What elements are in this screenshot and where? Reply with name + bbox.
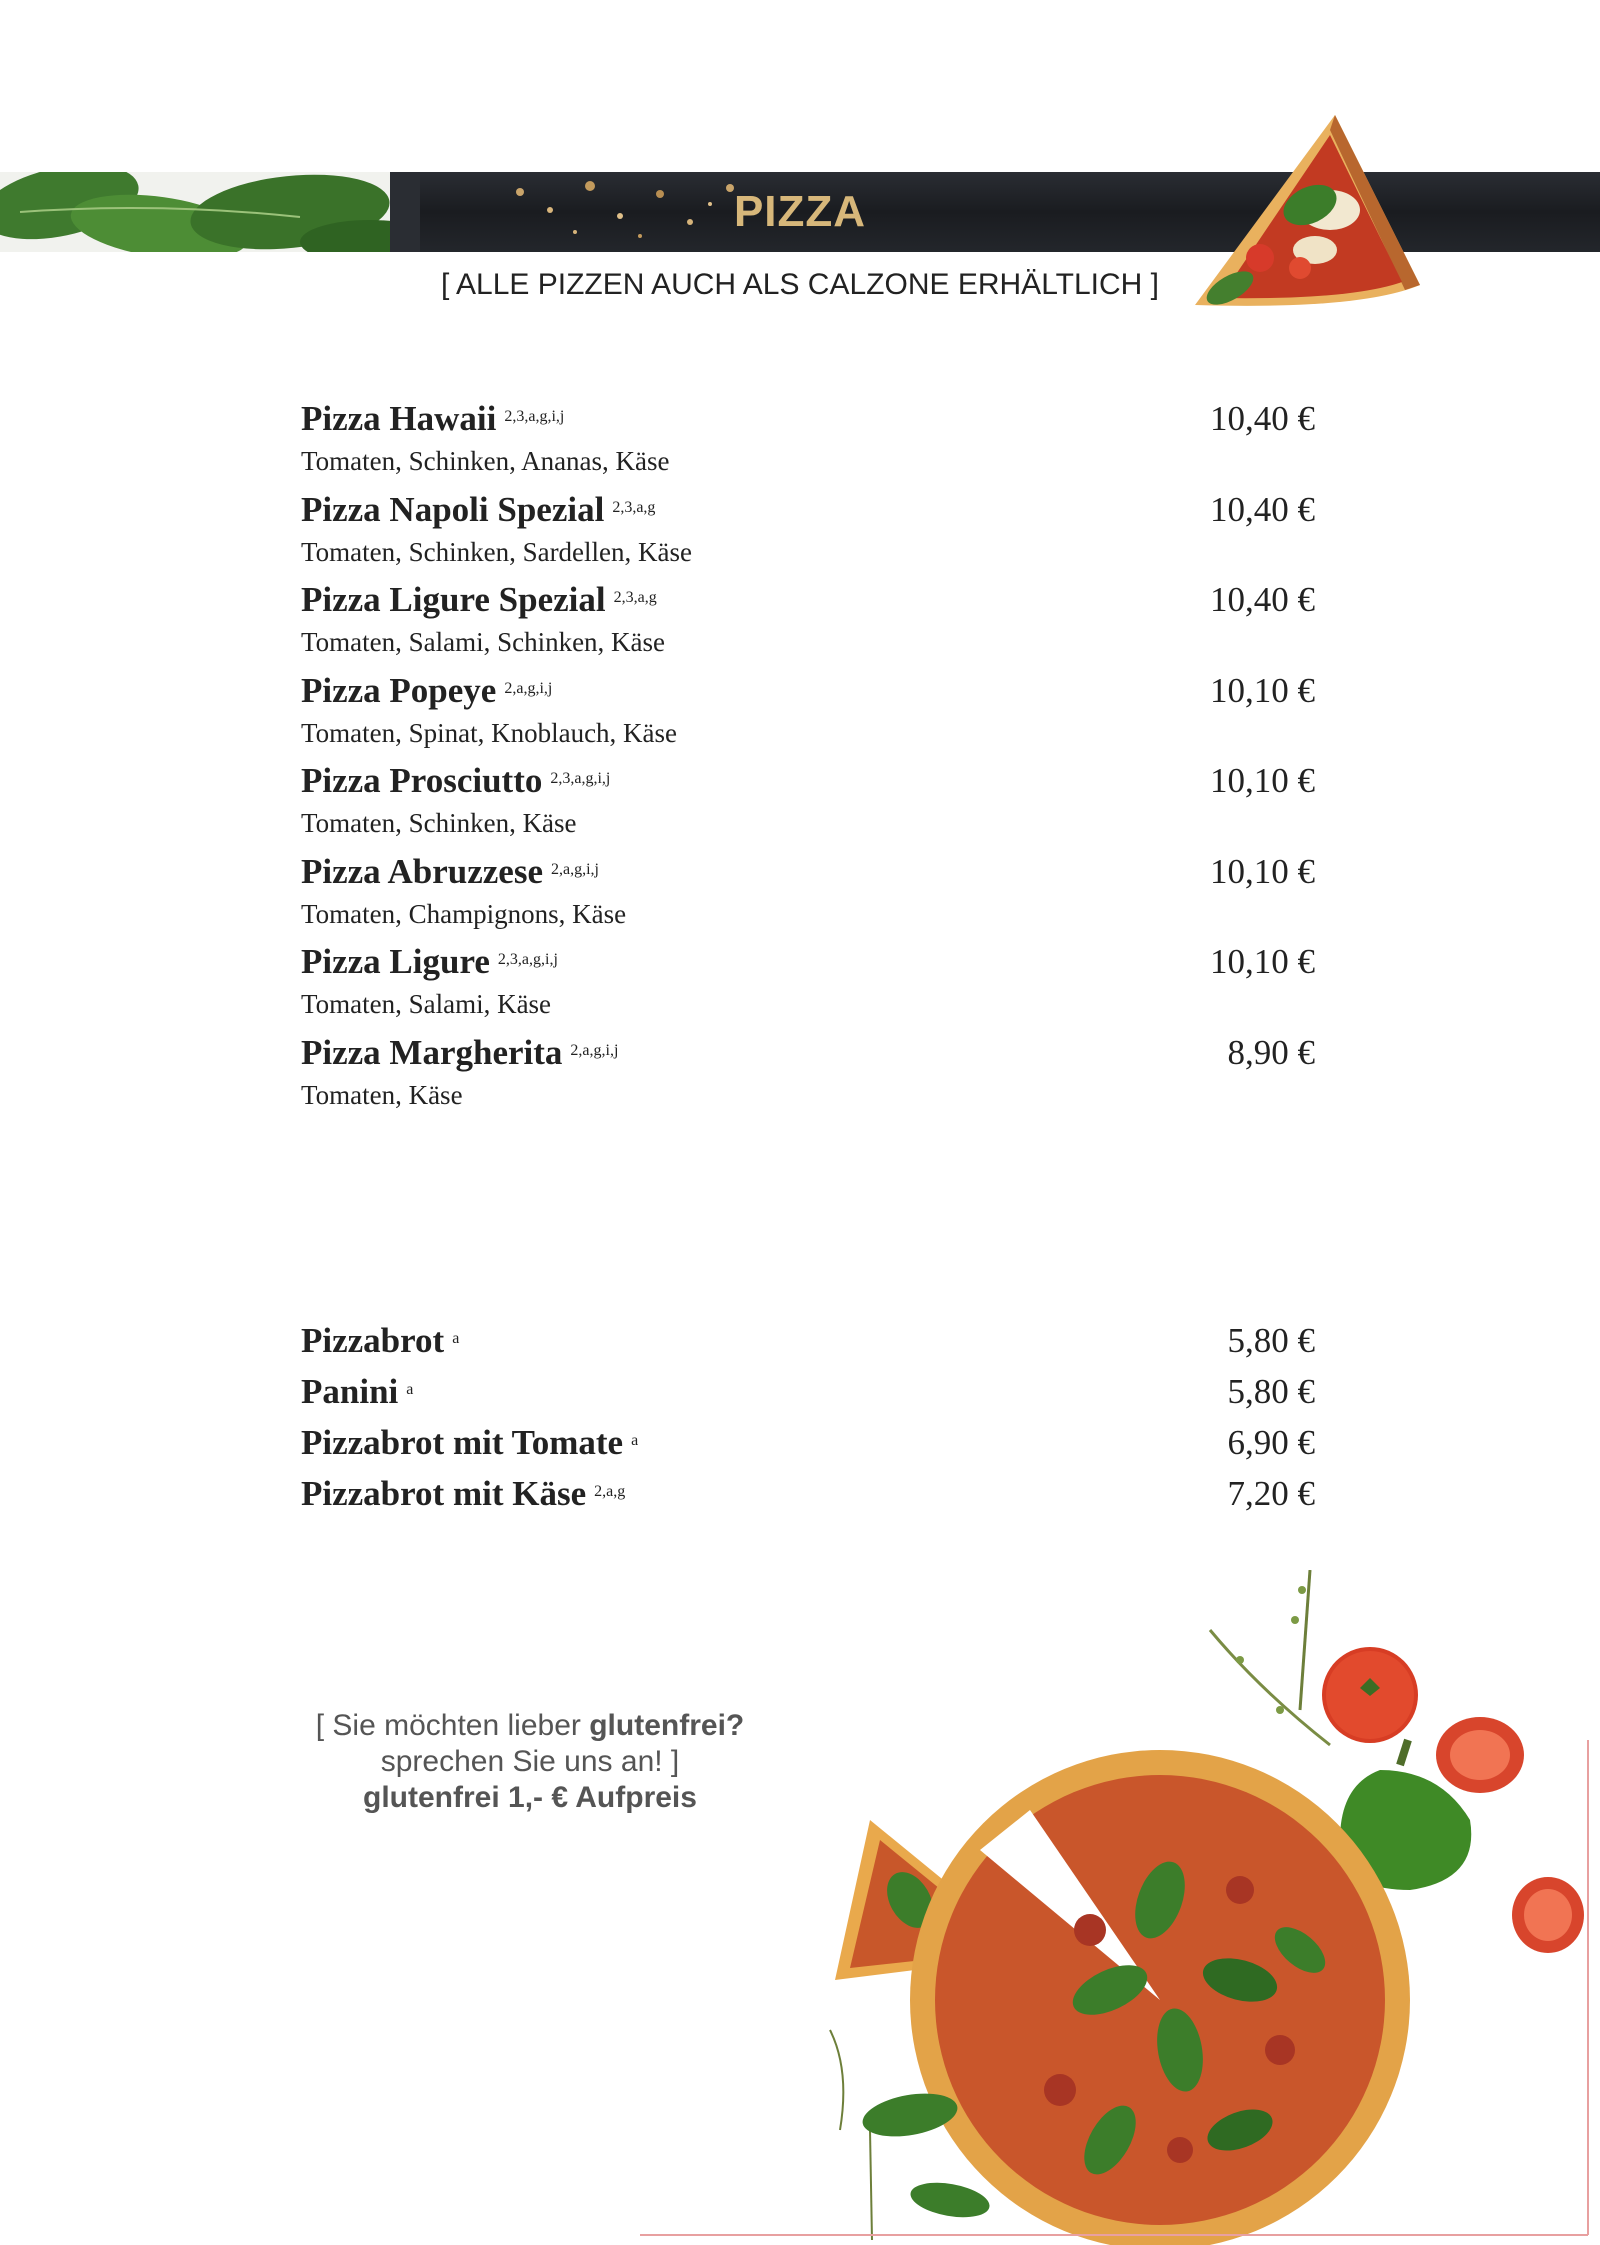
menu-item — [301, 489, 1315, 580]
allergen-codes: 2,3,a,g,i,j — [497, 951, 558, 968]
item-price: 6,90 € — [1227, 1423, 1315, 1462]
menu-item — [301, 579, 1315, 670]
allergen-codes: 2,a,g,i,j — [504, 679, 553, 697]
allergen-codes: 2,3,a,g — [612, 498, 656, 516]
item-description: Tomaten, Champignons, Käse — [301, 898, 627, 929]
item-name: Panini $^a$ — [301, 1372, 414, 1411]
item-description: Tomaten, Schinken, Sardellen, Käse — [301, 536, 692, 567]
note-line-1: [ Sie möchten lieber glutenfrei? — [315, 1709, 745, 1742]
item-description: Tomaten, Salami, Käse — [301, 989, 552, 1019]
item-name: Pizzabrot $^a$ — [301, 1321, 460, 1360]
item-price: 10,40 € — [1210, 399, 1315, 438]
item-name: Pizzabrot mit Käse $^{2,a,g}$ — [301, 1474, 626, 1513]
item-name: Pizza Margherita $^{2,a,g,i,j}$ — [301, 1032, 619, 1072]
menu-item — [301, 1032, 1315, 1123]
item-price: 10,10 € — [1210, 851, 1315, 891]
item-description: Tomaten, Salami, Schinken, Käse — [301, 627, 666, 657]
item-price: 10,10 € — [1210, 670, 1315, 710]
menu-item — [301, 941, 1315, 1032]
item-price: 5,80 € — [1227, 1372, 1315, 1411]
allergen-codes: a — [631, 1432, 639, 1449]
pizza-image — [640, 1570, 1600, 2245]
allergen-codes: 2,a,g,i,j — [551, 860, 599, 878]
item-name: Pizza Ligure $^{2,3,a,g,i,j}$ — [301, 942, 558, 981]
note-line-3: glutenfrei 1,- € Aufpreis — [363, 1781, 697, 1814]
item-price: 8,90 € — [1227, 1032, 1315, 1072]
item-name: Pizza Prosciutto $^{2,3,a,g,i,j}$ — [301, 761, 611, 800]
item-name: Pizza Napoli Spezial $^{2,3,a,g}$ — [301, 489, 656, 529]
item-price: 10,10 € — [1210, 942, 1315, 981]
section-title: PIZZA — [733, 187, 867, 236]
item-description: Tomaten, Spinat, Knoblauch, Käse — [301, 717, 678, 748]
menu-item — [301, 1320, 1315, 1371]
item-price: 10,40 € — [1210, 489, 1315, 529]
allergen-codes: a — [406, 1381, 414, 1398]
item-description: Tomaten, Schinken, Ananas, Käse — [301, 446, 670, 476]
item-price: 10,10 € — [1210, 761, 1315, 800]
menu-item — [301, 398, 1315, 489]
item-name: Pizzabrot mit Tomate $^a$ — [301, 1423, 639, 1462]
allergen-codes: 2,3,a,g,i,j — [504, 408, 565, 425]
item-price: 7,20 € — [1227, 1474, 1315, 1513]
item-name: Pizza Hawaii $^{2,3,a,g,i,j}$ — [301, 399, 565, 438]
item-name: Pizza Popeye $^{2,a,g,i,j}$ — [301, 670, 553, 710]
pizza-menu-list — [301, 398, 1315, 1122]
item-price: 5,80 € — [1227, 1321, 1315, 1360]
menu-item — [301, 1371, 1315, 1422]
allergen-codes: 2,3,a,g,i,j — [550, 770, 611, 787]
allergen-codes: 2,3,a,g — [613, 589, 657, 606]
item-description: Tomaten, Schinken, Käse — [301, 808, 577, 838]
calzone-note: [ ALLE PIZZEN AUCH ALS CALZONE ERHÄLTLICH ] — [441, 268, 1159, 301]
item-name: Pizza Abruzzese $^{2,a,g,i,j}$ — [301, 851, 599, 891]
menu-item — [301, 670, 1315, 761]
allergen-codes: 2,a,g — [594, 1483, 626, 1500]
menu-item — [301, 760, 1315, 851]
item-price: 10,40 € — [1210, 580, 1315, 619]
item-name: Pizza Ligure Spezial $^{2,3,a,g}$ — [301, 580, 657, 619]
menu-item — [301, 1473, 1315, 1524]
item-description: Tomaten, Käse — [301, 1079, 463, 1110]
menu-item — [301, 1422, 1315, 1473]
allergen-codes: 2,a,g,i,j — [570, 1041, 619, 1059]
menu-item — [301, 851, 1315, 942]
bread-menu-list — [301, 1320, 1315, 1524]
note-line-2: sprechen Sie uns an! ] — [380, 1745, 680, 1778]
allergen-codes: a — [452, 1330, 460, 1347]
